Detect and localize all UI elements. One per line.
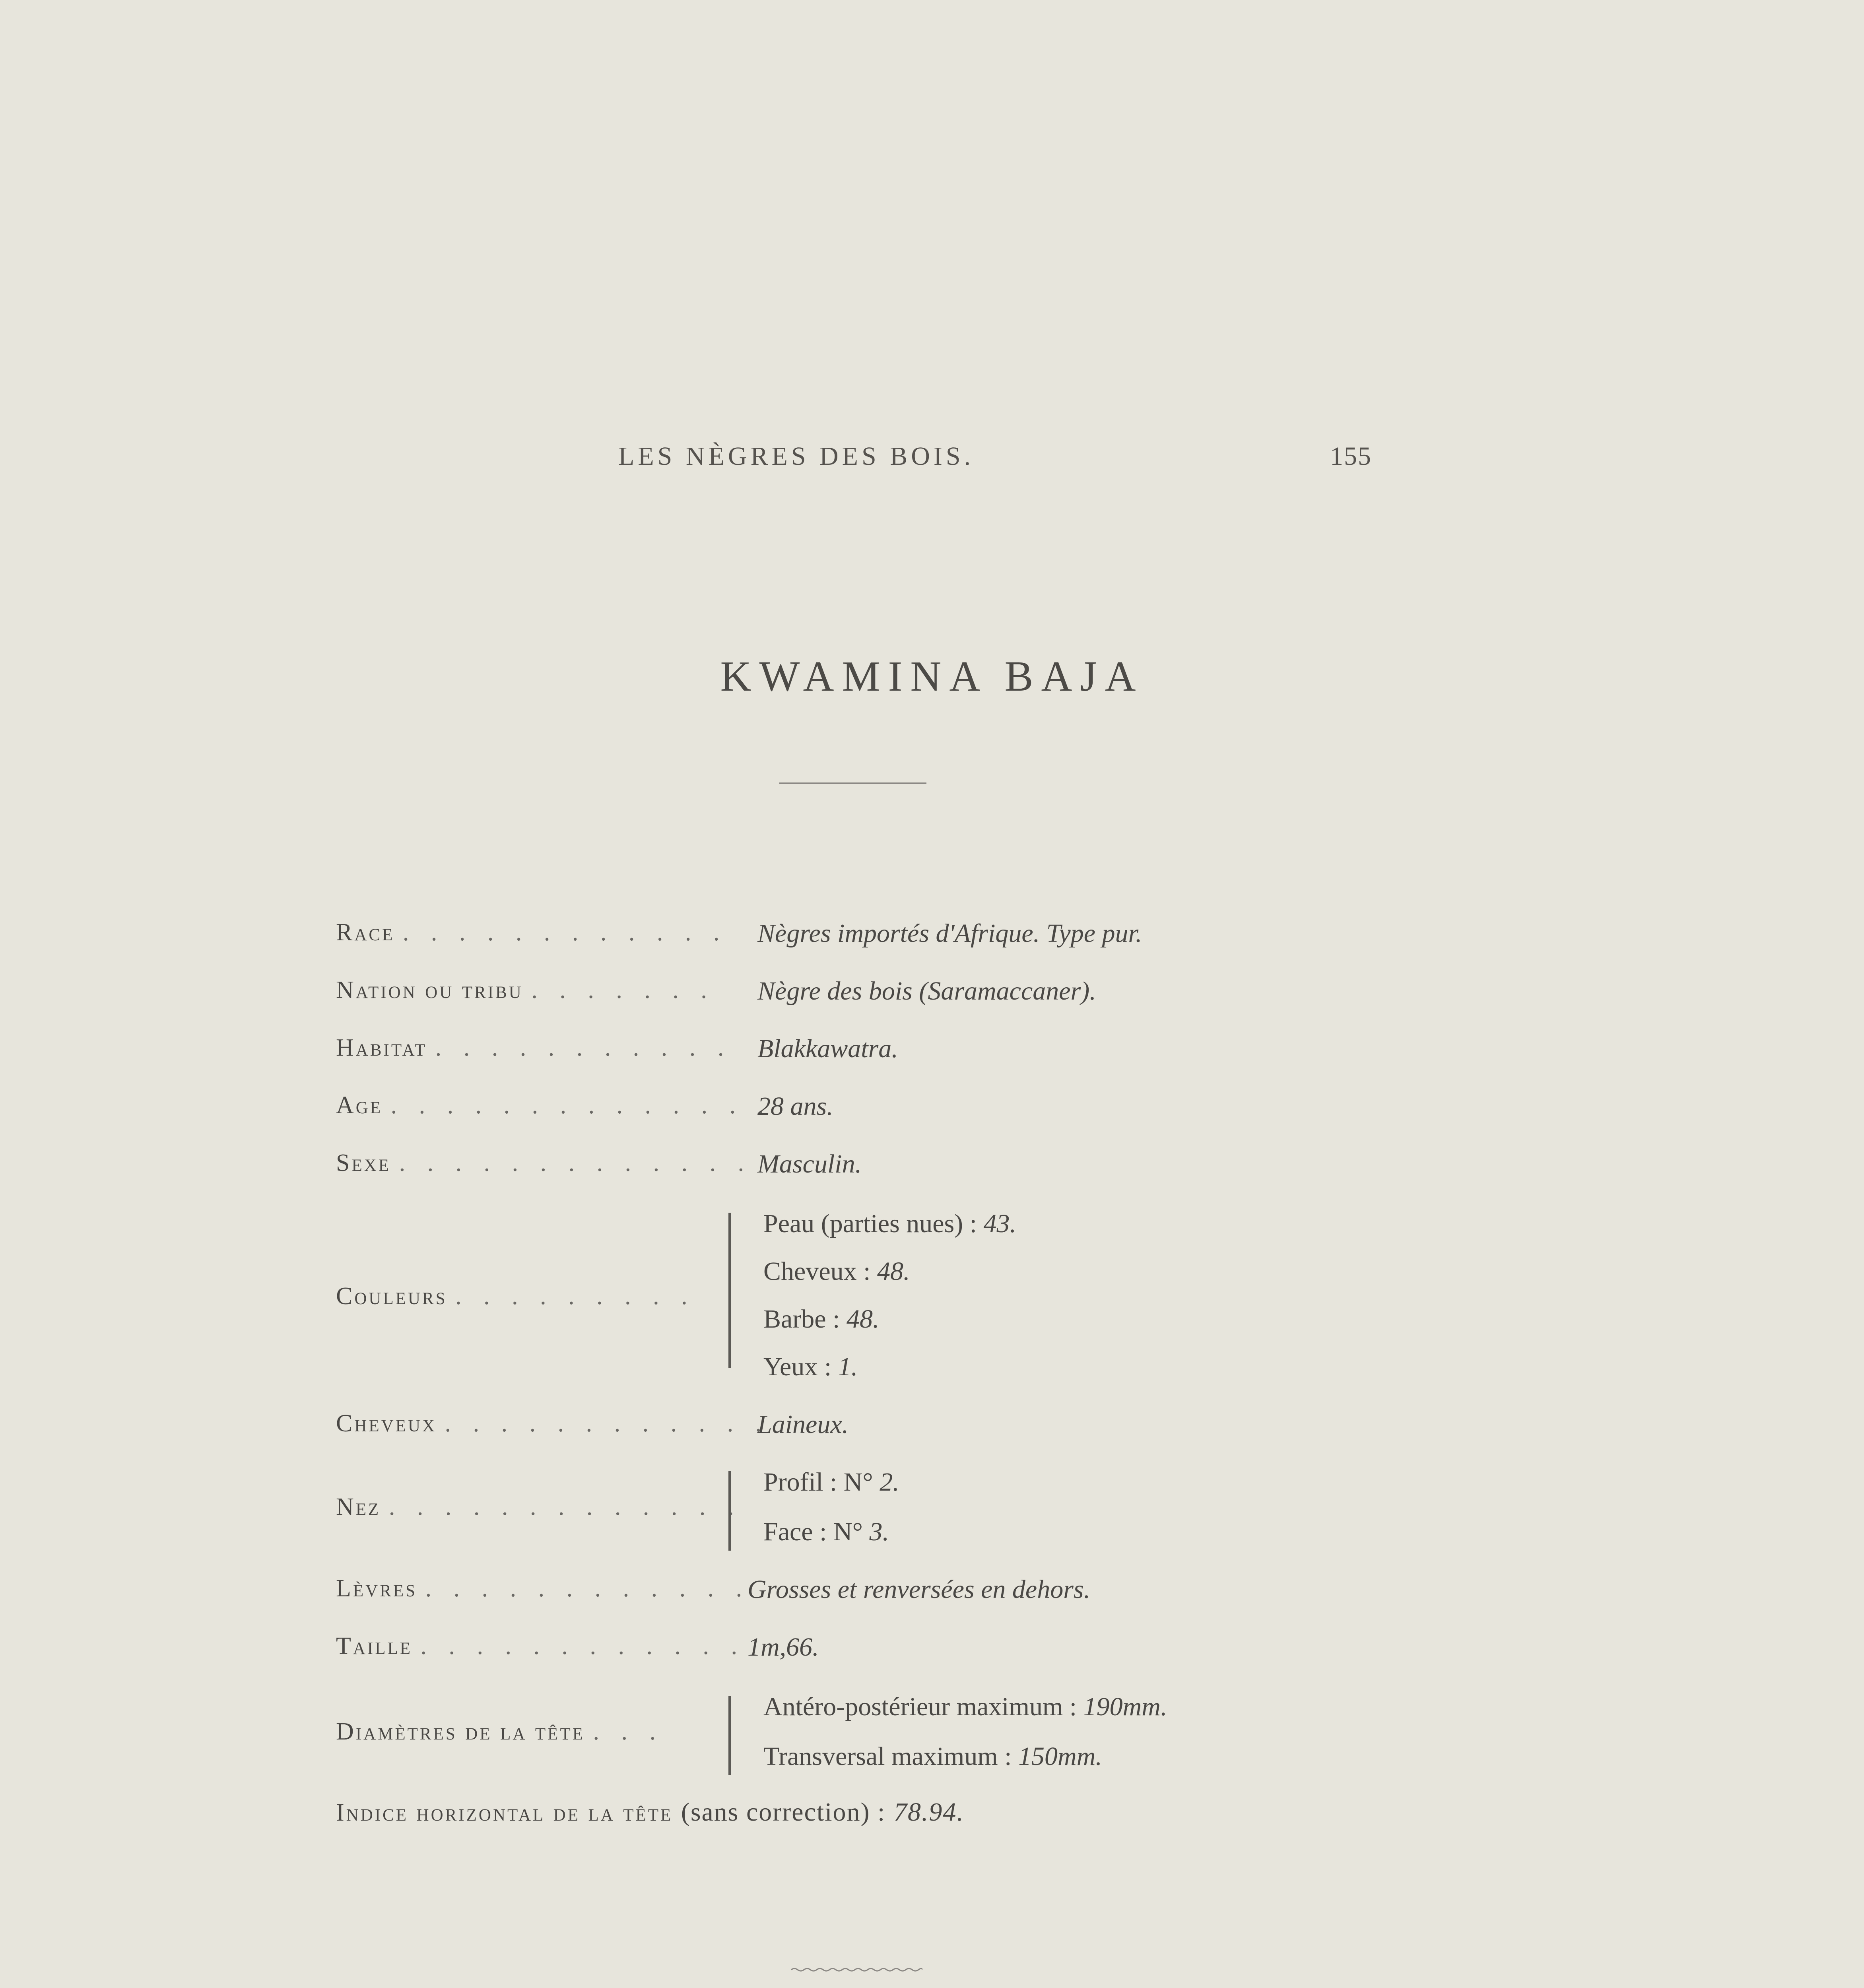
nez-item-profil: Profil : N° 2.: [763, 1468, 899, 1497]
nez-label: Nez: [336, 1493, 381, 1520]
leader-dots: . . . . . . . . . . . . .: [399, 1149, 752, 1176]
diametres-item-antero: Antéro-postérieur maximum : 190mm.: [763, 1692, 1167, 1721]
diametres-item-transversal: Transversal maximum : 150mm.: [763, 1742, 1102, 1771]
sexe-row: [336, 1149, 752, 1177]
leader-dots: . . . . . . . . . . . . . .: [390, 1092, 772, 1119]
nation-value: Nègre des bois (Saramaccaner).: [757, 977, 1096, 1006]
levres-label: Lèvres: [336, 1575, 417, 1602]
leader-dots: . . . . . . . . . . . . .: [388, 1493, 742, 1520]
diametres-brace: [728, 1696, 731, 1775]
nez-brace: [728, 1471, 731, 1551]
couleurs-label: Couleurs: [336, 1283, 447, 1310]
indice-label: Indice horizontal de la tête: [336, 1799, 673, 1826]
leader-dots: . . .: [593, 1718, 664, 1745]
nez-item-face: Face : N° 3.: [763, 1517, 889, 1546]
habitat-row: [336, 1034, 732, 1062]
leader-dots: . . . . . . . . . . . .: [402, 919, 728, 946]
leader-dots: . . . . . . .: [531, 977, 715, 1004]
couleurs-item-peau: Peau (parties nues) : 43.: [763, 1209, 1016, 1238]
couleurs-item-cheveux: Cheveux : 48.: [763, 1257, 910, 1286]
sexe-label: Sexe: [336, 1149, 391, 1176]
nation-label: Nation ou tribu: [336, 977, 523, 1004]
taille-value: 1m,66.: [748, 1633, 819, 1662]
levres-value: Grosses et renversées en dehors.: [748, 1575, 1091, 1604]
habitat-value: Blakkawatra.: [757, 1034, 898, 1063]
age-row: [336, 1091, 772, 1120]
race-value: Nègres importés d'Afrique. Type pur.: [757, 919, 1142, 948]
nation-row: [336, 976, 715, 1004]
diametres-row: [336, 1718, 664, 1746]
couleurs-item-barbe: Barbe : 48.: [763, 1305, 880, 1334]
levres-row: [336, 1574, 750, 1603]
title-rule: [779, 782, 926, 784]
indice-value: 78.94.: [893, 1798, 964, 1827]
race-row: [336, 918, 727, 947]
indice-row: [336, 1797, 964, 1827]
nez-row: [336, 1493, 742, 1521]
cheveux-row: [336, 1409, 769, 1438]
cheveux-value: Laineux.: [757, 1410, 849, 1439]
habitat-label: Habitat: [336, 1034, 427, 1061]
running-title: LES NÈGRES DES BOIS.: [618, 442, 975, 471]
leader-dots: . . . . . . . . .: [455, 1283, 695, 1310]
page-title: KWAMINA BAJA: [720, 653, 1144, 700]
cheveux-label: Cheveux: [336, 1410, 437, 1437]
sexe-value: Masculin.: [757, 1149, 862, 1178]
closing-ornament: [791, 1967, 922, 1972]
taille-row: [336, 1632, 745, 1660]
page-number: 155: [1330, 442, 1372, 471]
leader-dots: . . . . . . . . . . . .: [425, 1575, 750, 1602]
leader-dots: . . . . . . . . . . . .: [445, 1410, 770, 1437]
leader-dots: . . . . . . . . . . .: [435, 1034, 732, 1061]
age-value: 28 ans.: [757, 1092, 833, 1121]
couleurs-item-yeux: Yeux : 1.: [763, 1352, 858, 1381]
diametres-label: Diamètres de la tête: [336, 1718, 585, 1745]
leader-dots: . . . . . . . . . . . .: [420, 1633, 746, 1660]
couleurs-brace: [728, 1213, 731, 1368]
race-label: Race: [336, 919, 395, 946]
couleurs-row: [336, 1282, 695, 1310]
indice-text: (sans correction) :: [681, 1798, 886, 1827]
taille-label: Taille: [336, 1633, 413, 1660]
age-label: Age: [336, 1092, 383, 1119]
